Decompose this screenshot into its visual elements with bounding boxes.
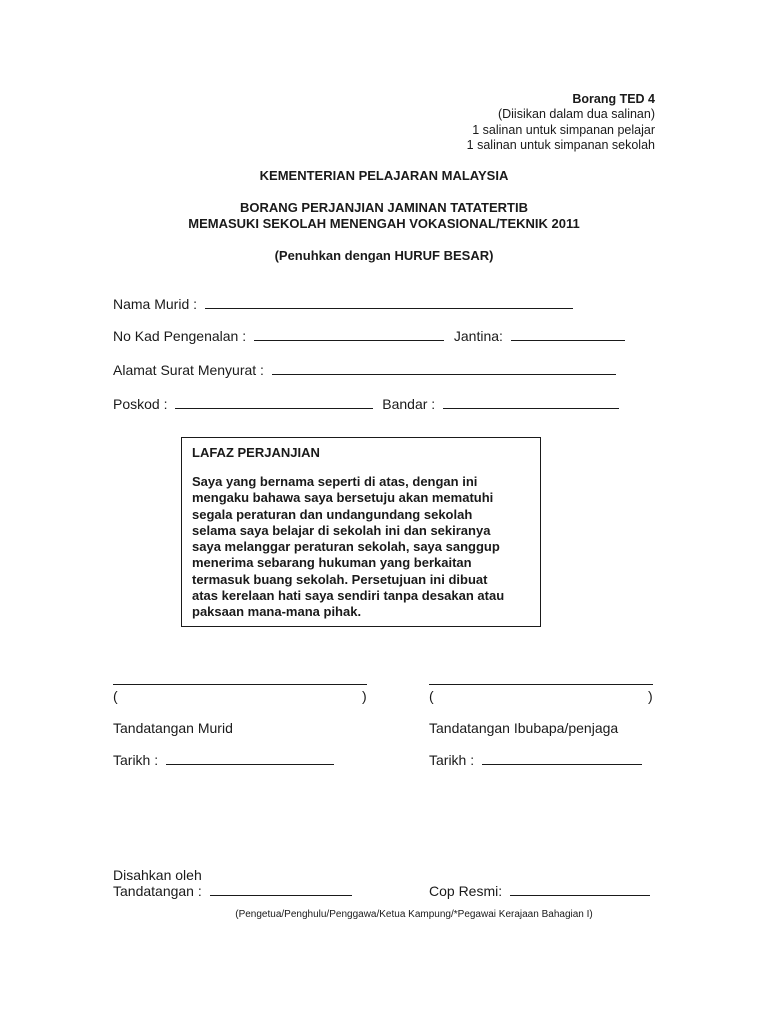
pledge-line: atas kerelaan hati saya sendiri tanpa desakan atau — [192, 588, 505, 604]
form-title-line1: BORANG PERJANJIAN JAMINAN TATATERTIB — [240, 200, 528, 215]
parent-date-row — [429, 752, 642, 768]
address-field[interactable] — [272, 362, 616, 375]
student-name-open-paren: ( — [113, 688, 118, 704]
verifier-signature-label: Tandatangan : — [113, 883, 202, 899]
address-label: Alamat Surat Menyurat : — [113, 362, 264, 378]
form-title-line2: MEMASUKI SEKOLAH MENENGAH VOKASIONAL/TEKNIK 2011 — [188, 216, 580, 231]
official-stamp-label: Cop Resmi: — [429, 883, 503, 899]
copy-student-note: 1 salinan untuk simpanan pelajar — [472, 123, 655, 137]
parent-name-open-paren: ( — [429, 688, 434, 704]
pledge-line: saya melanggar peraturan sekolah, saya sanggup — [192, 539, 500, 555]
verified-by-label: Disahkan oleh — [113, 867, 202, 883]
pledge-line: segala peraturan dan undangundang sekolah — [192, 506, 473, 522]
parent-signature-line[interactable] — [429, 684, 653, 685]
town-label: Bandar : — [382, 396, 436, 412]
pledge-box — [181, 437, 541, 627]
ministry-title: KEMENTERIAN PELAJARAN MALAYSIA — [259, 168, 509, 183]
pledge-line: menerima sebarang hukuman yang berkaitan — [192, 555, 472, 571]
verifier-signature-row — [113, 883, 352, 899]
name-field[interactable] — [205, 296, 573, 309]
pledge-line: Saya yang bernama seperti di atas, dengan ini — [192, 474, 478, 489]
ic-label: No Kad Pengenalan : — [113, 328, 247, 344]
gender-label: Jantina: — [453, 328, 503, 344]
copy-school-note: 1 salinan untuk simpanan sekolah — [466, 138, 655, 152]
instruction-text: (Penuhkan dengan HURUF BESAR) — [274, 248, 494, 263]
address-row — [113, 362, 616, 378]
parent-date-label: Tarikh : — [429, 752, 475, 768]
student-date-label: Tarikh : — [113, 752, 159, 768]
ic-row — [113, 328, 625, 344]
postcode-field[interactable] — [175, 396, 373, 409]
student-date-field[interactable] — [166, 752, 334, 765]
student-signature-label: Tandatangan Murid — [113, 720, 233, 736]
form-code: Borang TED 4 — [572, 92, 655, 106]
postcode-row — [113, 396, 619, 412]
official-stamp-field[interactable] — [510, 883, 650, 896]
pledge-line: selama saya belajar di sekolah ini dan sekiranya — [192, 522, 491, 538]
ic-field[interactable] — [254, 328, 444, 341]
official-stamp-row — [429, 883, 650, 899]
verifier-footnote: (Pengetua/Penghulu/Penggawa/Ketua Kampung/*Pegawai Kerajaan Bahagian I) — [235, 909, 593, 920]
gender-field[interactable] — [511, 328, 625, 341]
copies-note: (Diisikan dalam dua salinan) — [497, 107, 655, 121]
verifier-signature-field[interactable] — [210, 883, 352, 896]
pledge-line: mengaku bahawa saya bersetuju akan mematuhi — [192, 490, 494, 506]
parent-signature-label: Tandatangan Ibubapa/penjaga — [429, 720, 619, 736]
town-field[interactable] — [443, 396, 619, 409]
parent-name-close-paren: ) — [648, 688, 653, 704]
student-date-row — [113, 752, 334, 768]
name-row — [113, 296, 573, 312]
pledge-line: paksaan mana-mana pihak. — [192, 604, 362, 620]
pledge-title: LAFAZ PERJANJIAN — [192, 445, 320, 460]
student-signature-line[interactable] — [113, 684, 367, 685]
pledge-line: termasuk buang sekolah. Persetujuan ini dibuat — [192, 571, 488, 587]
postcode-label: Poskod : — [113, 396, 168, 412]
student-name-close-paren: ) — [362, 688, 367, 704]
parent-date-field[interactable] — [482, 752, 642, 765]
name-label: Nama Murid : — [113, 296, 198, 312]
